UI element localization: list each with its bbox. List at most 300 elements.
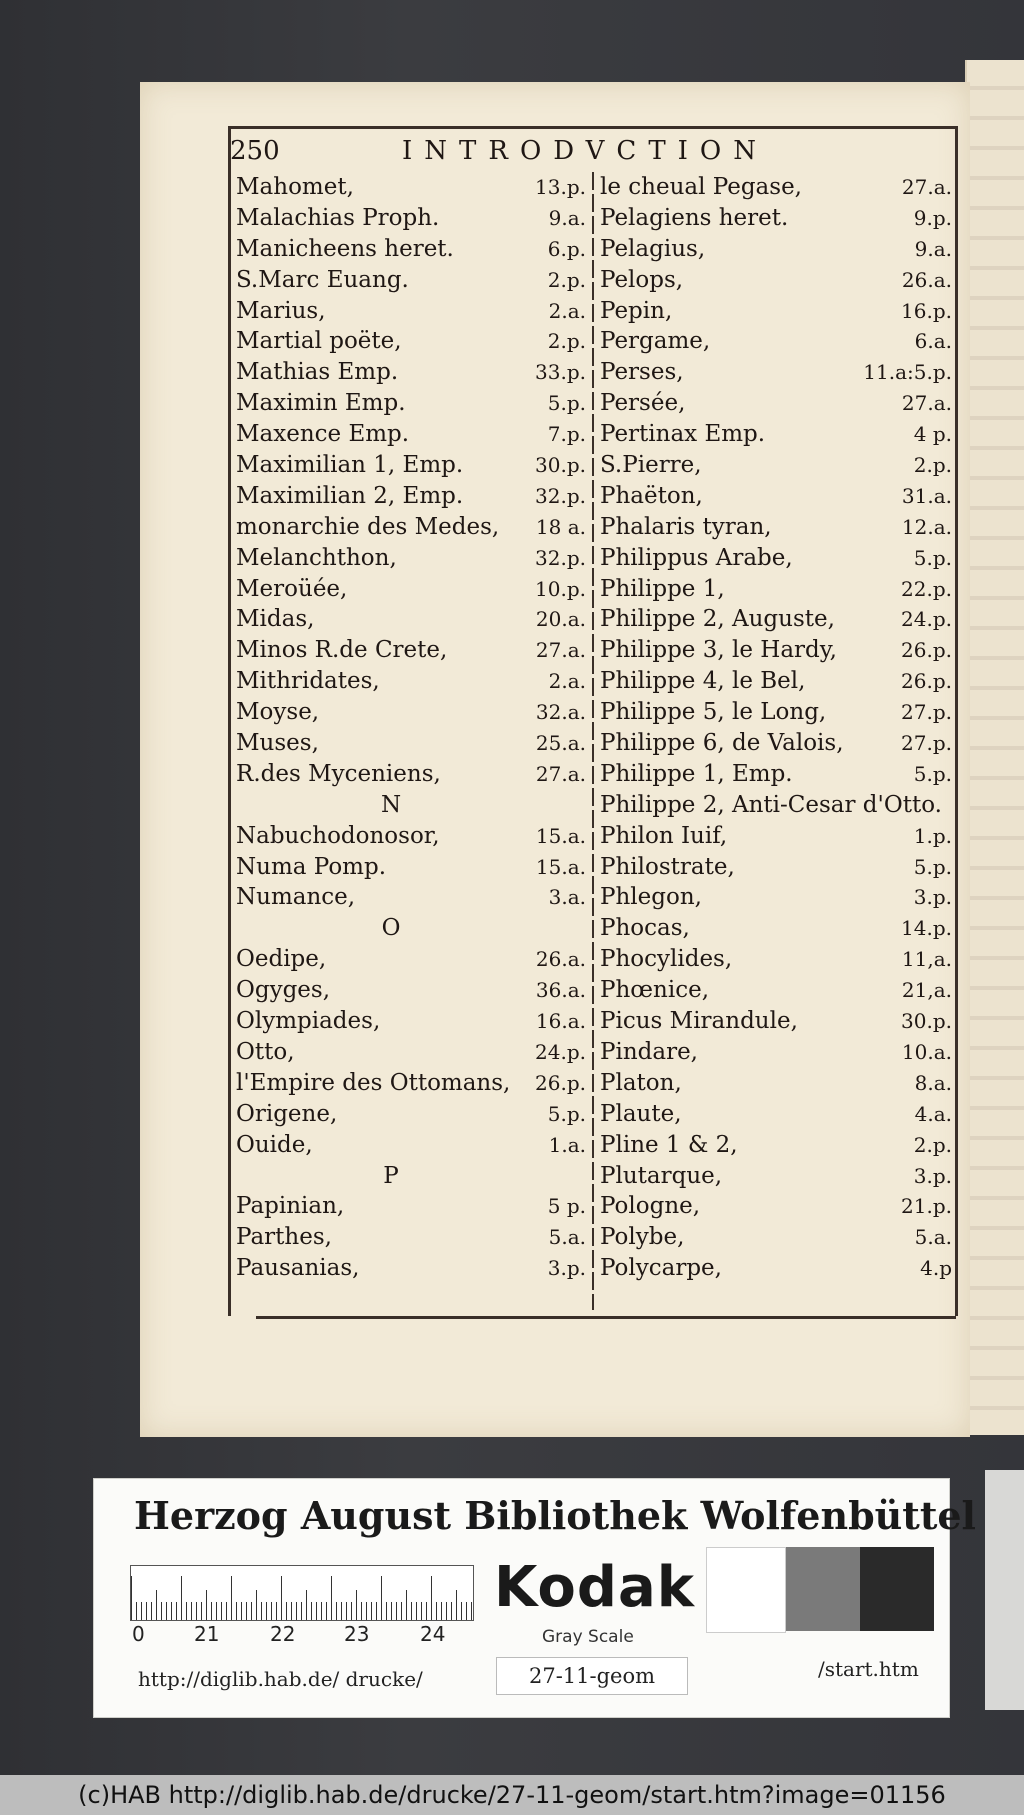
- entry-reference: 5.p.: [547, 1101, 586, 1126]
- section-letter-text: O: [381, 915, 401, 942]
- entry-name: Martial poëte,: [236, 328, 402, 355]
- entry-reference: 26.p.: [901, 638, 952, 663]
- index-entry: [600, 1099, 952, 1130]
- entry-reference: 5.p.: [547, 391, 586, 416]
- entry-reference: 25.a.: [535, 731, 586, 756]
- index-entry: [236, 326, 586, 357]
- section-letter: [236, 913, 586, 944]
- copyright-footer: (c)HAB http://diglib.hab.de/drucke/27-11-geom/start.htm?image=01156: [0, 1775, 1024, 1815]
- index-entry: [600, 666, 952, 697]
- index-entry: [236, 419, 586, 450]
- entry-name: Philippe 2, Anti-Cesar d'Otto.: [600, 791, 942, 818]
- index-entry: [600, 388, 952, 419]
- entry-name: Oedipe,: [236, 946, 327, 973]
- entry-reference: 27.p.: [901, 731, 952, 756]
- section-letter-text: N: [380, 791, 402, 818]
- index-entry: [600, 296, 952, 327]
- ruler-tick: [201, 1602, 202, 1620]
- entry-reference: 27.a.: [901, 175, 952, 199]
- ruler-tick: [161, 1602, 162, 1620]
- index-entry: [600, 697, 952, 728]
- index-entry: [600, 790, 952, 821]
- ruler-number: 23: [344, 1622, 370, 1646]
- entry-reference: 13.p.: [535, 175, 586, 199]
- index-entry: [600, 1037, 952, 1068]
- entry-reference: 11.a:5.p.: [863, 360, 952, 385]
- ruler-tick: [426, 1602, 427, 1620]
- index-entry: [236, 944, 586, 975]
- ruler-tick: [411, 1602, 412, 1620]
- ruler-tick: [211, 1602, 212, 1620]
- entry-reference: 20.a.: [535, 607, 586, 632]
- index-entry: [600, 1068, 952, 1099]
- index-entry: [600, 481, 952, 512]
- entry-name: Pindare,: [600, 1038, 698, 1065]
- entry-reference: 5 p.: [547, 1194, 586, 1219]
- index-entry: [600, 574, 952, 605]
- entry-name: Meroüée,: [236, 575, 348, 602]
- ruler-tick: [326, 1602, 327, 1620]
- entry-name: Pelops,: [600, 266, 684, 293]
- index-entry: [236, 388, 586, 419]
- entry-reference: 8.a.: [914, 1070, 952, 1095]
- white-swatch: [706, 1547, 786, 1633]
- url-id-box: 27-11-geom: [496, 1657, 688, 1695]
- ruler-tick: [341, 1602, 342, 1620]
- index-entry: [600, 635, 952, 666]
- entry-reference: 33.p.: [535, 360, 586, 385]
- index-entry: [236, 574, 586, 605]
- index-entry: [600, 882, 952, 913]
- entry-name: Midas,: [236, 606, 315, 633]
- entry-name: Phœnice,: [600, 977, 710, 1004]
- index-entry: [600, 326, 952, 357]
- entry-reference: 9.a.: [914, 236, 952, 261]
- entry-name: S.Pierre,: [600, 452, 702, 479]
- entry-name: Moyse,: [236, 699, 320, 726]
- entry-reference: 3.a.: [548, 885, 586, 910]
- index-entry: [236, 172, 586, 203]
- entry-reference: 3.p.: [913, 1163, 952, 1188]
- ruler-tick: [386, 1602, 387, 1620]
- ruler-tick: [251, 1602, 252, 1620]
- index-entry: [236, 512, 586, 543]
- index-entry: [236, 852, 586, 883]
- color-target-card: [93, 1478, 976, 1718]
- index-entry: [236, 481, 586, 512]
- ruler-tick: [466, 1602, 467, 1620]
- index-entry: [236, 1037, 586, 1068]
- right-rule: [955, 126, 958, 1316]
- section-letter: [236, 790, 586, 821]
- entry-name: Pergame,: [600, 328, 711, 355]
- entry-name: Philippus Arabe,: [600, 544, 793, 571]
- entry-name: Pertinax Emp.: [600, 421, 766, 448]
- index-entry: [600, 234, 952, 265]
- ruler-tick: [151, 1602, 152, 1620]
- entry-name: Platon,: [600, 1069, 682, 1096]
- entry-name: Philippe 5, le Long,: [600, 699, 827, 726]
- entry-reference: 2.a.: [548, 669, 586, 694]
- index-entry: [236, 882, 586, 913]
- entry-name: Pline 1 & 2,: [600, 1131, 738, 1158]
- entry-name: Nabuchodonosor,: [236, 822, 440, 849]
- entry-name: Philippe 3, le Hardy,: [600, 637, 837, 664]
- entry-reference: 9.a.: [548, 205, 586, 230]
- entry-reference: 2.a.: [548, 298, 586, 323]
- ruler-tick: [351, 1602, 352, 1620]
- entry-reference: 4.p: [920, 1256, 952, 1281]
- ruler-tick: [361, 1602, 362, 1620]
- next-page-edge: [965, 60, 1024, 1435]
- top-rule: [228, 126, 958, 129]
- index-entry: [236, 759, 586, 790]
- entry-reference: 16.a.: [535, 1009, 586, 1034]
- ruler-tick: [146, 1602, 147, 1620]
- ruler-tick: [156, 1590, 157, 1620]
- entry-reference: 15.a.: [535, 823, 586, 848]
- ruler-tick: [286, 1602, 287, 1620]
- ruler-tick: [216, 1602, 217, 1620]
- ruler-tick: [406, 1590, 407, 1620]
- entry-reference: 12.a.: [901, 514, 952, 539]
- book-page: [140, 82, 970, 1437]
- ruler-tick: [311, 1602, 312, 1620]
- page-number: 250: [230, 136, 280, 166]
- ruler-tick: [131, 1576, 132, 1620]
- entry-reference: 7.p.: [547, 422, 586, 447]
- entry-name: l'Empire des Ottomans,: [236, 1069, 511, 1096]
- ruler-tick: [301, 1602, 302, 1620]
- entry-reference: 11,a.: [901, 947, 952, 972]
- ruler-tick: [221, 1602, 222, 1620]
- index-entry: [600, 357, 952, 388]
- index-column-left: [236, 172, 586, 1284]
- index-entry: [600, 1130, 952, 1161]
- ruler-tick: [461, 1602, 462, 1620]
- ruler-tick: [196, 1602, 197, 1620]
- entry-reference: 30.p.: [535, 453, 586, 478]
- show-through-text: [967, 60, 1024, 1435]
- ruler-tick: [316, 1602, 317, 1620]
- entry-name: Maximilian 1, Emp.: [236, 452, 464, 479]
- column-divider: [592, 172, 594, 1310]
- entry-reference: 21,a.: [901, 978, 952, 1003]
- ruler-tick: [246, 1602, 247, 1620]
- entry-name: Mathias Emp.: [236, 359, 399, 386]
- index-entry: [600, 913, 952, 944]
- index-entry: [236, 296, 586, 327]
- index-entry: [600, 203, 952, 234]
- entry-reference: 15.a.: [535, 854, 586, 879]
- entry-reference: 26.p.: [535, 1070, 586, 1095]
- entry-name: Numance,: [236, 884, 356, 911]
- entry-name: Phocylides,: [600, 946, 733, 973]
- ruler-tick: [336, 1602, 337, 1620]
- entry-name: Pologne,: [600, 1193, 701, 1220]
- entry-reference: 5.a.: [548, 1225, 586, 1250]
- entry-name: Maxence Emp.: [236, 421, 410, 448]
- entry-name: Papinian,: [236, 1193, 345, 1220]
- entry-name: R.des Myceniens,: [236, 760, 441, 787]
- entry-name: Philippe 4, le Bel,: [600, 668, 806, 695]
- entry-reference: 2.p.: [913, 1132, 952, 1157]
- running-title: INTRODVCTION: [402, 136, 768, 166]
- entry-name: Pelagius,: [600, 235, 706, 262]
- ruler-tick: [321, 1602, 322, 1620]
- entry-reference: 1.a.: [548, 1132, 586, 1157]
- ruler-tick: [451, 1602, 452, 1620]
- entry-name: le cheual Pegase,: [600, 174, 802, 200]
- index-entry: [600, 728, 952, 759]
- index-entry: [600, 1006, 952, 1037]
- index-entry: [236, 234, 586, 265]
- entry-reference: 26.p.: [901, 669, 952, 694]
- entry-reference: 5.p.: [913, 545, 952, 570]
- ruler-tick: [346, 1602, 347, 1620]
- entry-name: Ouide,: [236, 1131, 313, 1158]
- index-entry: [236, 666, 586, 697]
- ruler-tick: [471, 1602, 472, 1620]
- ruler-tick: [241, 1602, 242, 1620]
- index-entry: [236, 1006, 586, 1037]
- entry-reference: 27.a.: [535, 638, 586, 663]
- ruler-tick: [371, 1602, 372, 1620]
- index-entry: [236, 357, 586, 388]
- entry-name: Plaute,: [600, 1100, 682, 1127]
- gray-swatch: [786, 1547, 860, 1631]
- entry-reference: 16.p.: [901, 298, 952, 323]
- entry-name: Pausanias,: [236, 1255, 360, 1282]
- index-entry: [236, 1130, 586, 1161]
- ruler-tick: [141, 1602, 142, 1620]
- edge-strip: [985, 1470, 1024, 1710]
- ruler-tick: [381, 1576, 382, 1620]
- ruler-tick: [376, 1602, 377, 1620]
- ruler-tick: [436, 1602, 437, 1620]
- entry-reference: 2.p.: [547, 267, 586, 292]
- index-entry: [600, 759, 952, 790]
- ruler-tick: [366, 1602, 367, 1620]
- entry-name: Pepin,: [600, 297, 673, 324]
- index-entry: [600, 821, 952, 852]
- entry-name: Mahomet,: [236, 174, 354, 200]
- index-entry: [236, 975, 586, 1006]
- ruler-tick: [231, 1576, 232, 1620]
- ruler-tick: [431, 1576, 432, 1620]
- entry-reference: 18 a.: [535, 514, 586, 539]
- entry-name: Persée,: [600, 390, 686, 417]
- entry-reference: 4.a.: [914, 1101, 952, 1126]
- ruler-tick: [136, 1602, 137, 1620]
- ruler-number: 24: [420, 1622, 446, 1646]
- url-suffix: /start.htm: [818, 1657, 919, 1681]
- entry-reference: 5.p.: [913, 854, 952, 879]
- index-entry: [236, 203, 586, 234]
- entry-reference: 24.p.: [535, 1039, 586, 1064]
- index-entry: [600, 1191, 952, 1222]
- entry-reference: 22.p.: [901, 576, 952, 601]
- entry-reference: 14.p.: [901, 916, 952, 941]
- entry-name: Philippe 6, de Valois,: [600, 730, 844, 757]
- entry-reference: 32.p.: [535, 483, 586, 508]
- entry-name: Muses,: [236, 730, 319, 757]
- index-entry: [600, 543, 952, 574]
- index-entry: [600, 512, 952, 543]
- index-entry: [600, 604, 952, 635]
- entry-name: Malachias Proph.: [236, 204, 440, 231]
- index-entry: [236, 1253, 586, 1284]
- ruler-tick: [181, 1576, 182, 1620]
- ruler-number: 21: [194, 1622, 220, 1646]
- ruler-tick: [296, 1602, 297, 1620]
- ruler-number: 0: [132, 1622, 145, 1646]
- entry-name: Picus Mirandule,: [600, 1008, 798, 1035]
- ruler-tick: [331, 1576, 332, 1620]
- entry-reference: 36.a.: [535, 978, 586, 1003]
- index-entry: [600, 975, 952, 1006]
- entry-name: Numa Pomp.: [236, 853, 387, 880]
- entry-name: Plutarque,: [600, 1162, 723, 1189]
- entry-reference: 5.p.: [913, 761, 952, 786]
- entry-name: Olympiades,: [236, 1008, 381, 1035]
- entry-name: Minos R.de Crete,: [236, 637, 448, 664]
- ruler-tick: [401, 1602, 402, 1620]
- entry-name: Manicheens heret.: [236, 235, 454, 262]
- entry-name: Ogyges,: [236, 977, 331, 1004]
- entry-reference: 27.p.: [901, 700, 952, 725]
- entry-name: S.Marc Euang.: [236, 266, 409, 293]
- ruler-tick: [266, 1602, 267, 1620]
- index-entry: [236, 821, 586, 852]
- entry-reference: 32.a.: [535, 700, 586, 725]
- ruler-tick: [396, 1602, 397, 1620]
- ruler-tick: [206, 1590, 207, 1620]
- ruler-tick: [236, 1602, 237, 1620]
- ruler-tick: [166, 1602, 167, 1620]
- entry-reference: 6.a.: [914, 329, 952, 354]
- ruler-tick: [276, 1602, 277, 1620]
- entry-reference: 10.p.: [535, 576, 586, 601]
- entry-name: Phaëton,: [600, 482, 703, 509]
- entry-reference: 3.p.: [913, 885, 952, 910]
- index-entry: [236, 450, 586, 481]
- entry-name: Phlegon,: [600, 884, 702, 911]
- entry-reference: 21.p.: [901, 1194, 952, 1219]
- index-entry: [236, 1222, 586, 1253]
- ruler-tick: [446, 1602, 447, 1620]
- entry-name: Philippe 1,: [600, 575, 725, 602]
- ruler-tick: [171, 1602, 172, 1620]
- ruler-number: 22: [270, 1622, 296, 1646]
- entry-reference: 3.p.: [547, 1256, 586, 1281]
- entry-name: Pelagiens heret.: [600, 204, 789, 231]
- ruler-tick: [416, 1602, 417, 1620]
- index-entry: [600, 1222, 952, 1253]
- entry-name: Polybe,: [600, 1224, 685, 1251]
- entry-name: Philon Iuif,: [600, 822, 728, 849]
- entry-reference: 31.a.: [901, 483, 952, 508]
- entry-name: monarchie des Medes,: [236, 513, 500, 540]
- entry-reference: 5.a.: [914, 1225, 952, 1250]
- page-header: [230, 132, 955, 168]
- entry-name: Marius,: [236, 297, 326, 324]
- index-entry: [236, 604, 586, 635]
- ruler-tick: [186, 1602, 187, 1620]
- ruler-tick: [281, 1576, 282, 1620]
- entry-reference: 26.a.: [535, 947, 586, 972]
- entry-reference: 32.p.: [535, 545, 586, 570]
- entry-name: Parthes,: [236, 1224, 332, 1251]
- ruler-tick: [256, 1590, 257, 1620]
- index-entry: [600, 450, 952, 481]
- entry-reference: 9.p.: [913, 205, 952, 230]
- entry-reference: 24.p.: [901, 607, 952, 632]
- index-entry: [236, 1191, 586, 1222]
- index-entry: [236, 265, 586, 296]
- black-swatch: [860, 1547, 934, 1631]
- entry-name: Maximilian 2, Emp.: [236, 482, 464, 509]
- index-entry: [236, 635, 586, 666]
- entry-name: Mithridates,: [236, 668, 380, 695]
- entry-reference: 10.a.: [901, 1039, 952, 1064]
- index-entry: [600, 1253, 952, 1284]
- index-entry: [600, 1161, 952, 1192]
- entry-name: Philippe 1, Emp.: [600, 760, 793, 787]
- entry-reference: 30.p.: [901, 1009, 952, 1034]
- entry-reference: 2.p.: [913, 453, 952, 478]
- entry-name: Phocas,: [600, 915, 690, 942]
- index-entry: [236, 1068, 586, 1099]
- ruler-tick: [191, 1602, 192, 1620]
- ruler-tick: [456, 1590, 457, 1620]
- entry-name: Philippe 2, Auguste,: [600, 606, 835, 633]
- ruler-tick: [291, 1602, 292, 1620]
- ruler-tick: [441, 1602, 442, 1620]
- kodak-logo: Kodak: [494, 1555, 695, 1620]
- entry-name: Polycarpe,: [600, 1255, 722, 1282]
- entry-reference: 6.p.: [547, 236, 586, 261]
- ruler-tick: [226, 1602, 227, 1620]
- url-prefix: http://diglib.hab.de/ drucke/: [138, 1667, 423, 1691]
- entry-name: Philostrate,: [600, 853, 735, 880]
- entry-name: Maximin Emp.: [236, 390, 406, 417]
- index-entry: [236, 543, 586, 574]
- entry-name: Otto,: [236, 1038, 295, 1065]
- index-entry: [236, 728, 586, 759]
- index-column-right: [600, 172, 952, 1284]
- ruler-tick: [176, 1602, 177, 1620]
- index-entry: [600, 852, 952, 883]
- scale-ruler: [130, 1565, 474, 1621]
- entry-reference: 2.p.: [547, 329, 586, 354]
- ruler-tick: [271, 1602, 272, 1620]
- bottom-rule: [256, 1316, 956, 1319]
- entry-reference: 26.a.: [901, 267, 952, 292]
- entry-reference: 27.a.: [901, 391, 952, 416]
- library-name: Herzog August Bibliothek Wolfenbüttel: [134, 1493, 976, 1538]
- ruler-tick: [261, 1602, 262, 1620]
- gray-scale-label: Gray Scale: [542, 1627, 634, 1647]
- ruler-tick: [306, 1590, 307, 1620]
- entry-name: Origene,: [236, 1100, 338, 1127]
- ruler-tick: [421, 1602, 422, 1620]
- section-letter: [236, 1161, 586, 1192]
- section-letter-text: P: [383, 1162, 399, 1189]
- index-entry: [600, 419, 952, 450]
- entry-name: Perses,: [600, 359, 684, 386]
- index-entry: [600, 944, 952, 975]
